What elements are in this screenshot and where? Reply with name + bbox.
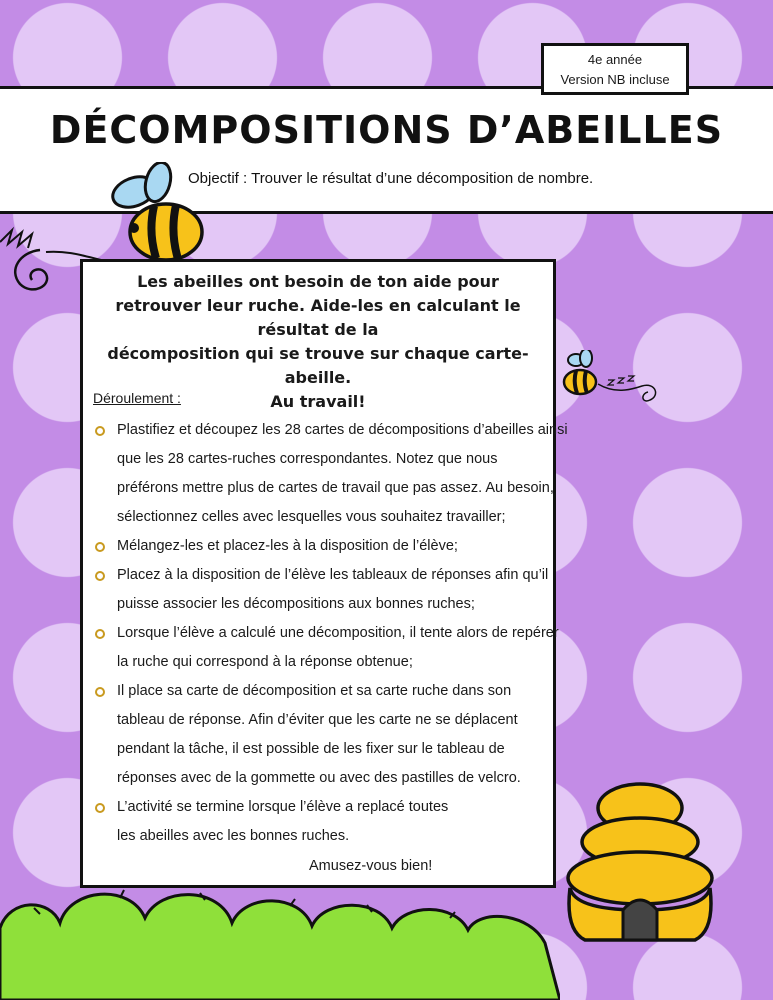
intro-line: Au travail! xyxy=(270,392,366,411)
beehive-icon xyxy=(555,780,725,950)
step-line: la ruche qui correspond à la réponse obtenue; xyxy=(117,654,413,670)
step-line: que les 28 cartes-ruches correspondantes. Notez que nous xyxy=(117,451,498,467)
instruction-card xyxy=(80,259,568,888)
step-line: tableau de réponse. Afin d’éviter que les carte ne se déplacent xyxy=(117,712,518,728)
circle-bullet-icon xyxy=(95,426,105,436)
closing-text: Amusez-vous bien! xyxy=(309,858,433,874)
step-line: Lorsque l’élève a calculé une décomposition, il tente alors de repérer xyxy=(117,625,559,641)
grade-level: 4e année xyxy=(587,52,643,67)
intro-line: décomposition qui se trouve sur chaque carte-abeille. xyxy=(107,344,529,387)
circle-bullet-icon xyxy=(95,803,105,813)
small-bee-icon xyxy=(560,350,670,420)
circle-bullet-icon xyxy=(95,629,105,639)
step-line: pendant la tâche, il est possible de les fixer sur le tableau de xyxy=(117,741,505,757)
grade-badge xyxy=(541,43,689,95)
step-line: Placez à la disposition de l’élève les tableaux de réponses afin qu’il xyxy=(117,567,549,583)
list-item xyxy=(93,677,683,793)
step-line: puisse associer les décompositions aux bonnes ruches; xyxy=(117,596,475,612)
version-note: Version NB incluse xyxy=(560,72,670,87)
step-line: sélectionnez celles avec lesquelles vous souhaitez travailler; xyxy=(117,509,506,525)
circle-bullet-icon xyxy=(95,687,105,697)
list-item xyxy=(93,416,683,532)
objective-text: Objectif : Trouver le résultat d’une décomposition de nombre. xyxy=(188,170,594,187)
step-line: Mélangez-les et placez-les à la disposition de l’élève; xyxy=(117,538,458,554)
step-line: réponses avec de la gommette ou avec des pastilles de velcro. xyxy=(117,770,521,786)
step-line: L’activité se termine lorsque l’élève a replacé toutes xyxy=(117,799,449,815)
bee-icon xyxy=(106,162,211,267)
step-line: Il place sa carte de décomposition et sa carte ruche dans son xyxy=(117,683,512,699)
step-line: préférons mettre plus de cartes de travail que pas assez. Au besoin, xyxy=(117,480,554,496)
step-line: Plastifiez et découpez les 28 cartes de décompositions d’abeilles ainsi xyxy=(117,422,568,438)
list-item xyxy=(93,619,683,677)
step-line: les abeilles avec les bonnes ruches. xyxy=(117,828,350,844)
circle-bullet-icon xyxy=(95,542,105,552)
page-title: DÉCOMPOSITIONS D’ABEILLES xyxy=(49,108,724,152)
intro-line: Les abeilles ont besoin de ton aide pour xyxy=(137,272,499,291)
list-item xyxy=(93,561,683,619)
circle-bullet-icon xyxy=(95,571,105,581)
intro-line: retrouver leur ruche. Aide-les en calculant le résultat de la xyxy=(115,296,521,339)
list-item xyxy=(93,532,683,561)
section-label: Déroulement : xyxy=(93,390,181,406)
